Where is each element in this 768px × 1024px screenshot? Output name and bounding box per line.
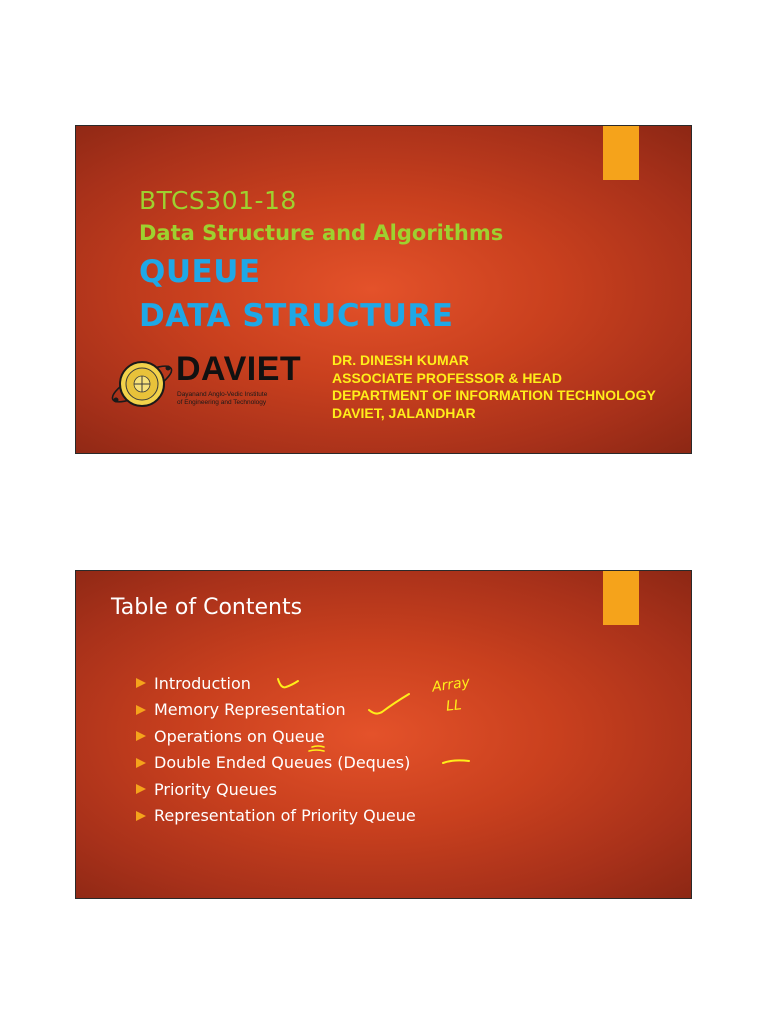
triangle-bullet-icon bbox=[136, 811, 146, 821]
logo-wordmark: DAVIET bbox=[176, 350, 302, 388]
author-name: DR. DINESH KUMAR bbox=[332, 352, 469, 368]
author-institution: DAVIET, JALANDHAR bbox=[332, 404, 476, 421]
toc-item-label: Introduction bbox=[154, 673, 251, 693]
toc-item bbox=[136, 723, 416, 750]
topic-title-line-1: QUEUE bbox=[139, 254, 261, 290]
title-slide bbox=[75, 125, 692, 454]
toc-item bbox=[136, 803, 416, 830]
toc-title: Table of Contents bbox=[111, 595, 303, 620]
triangle-bullet-icon bbox=[136, 784, 146, 794]
course-name: Data Structure and Algorithms bbox=[139, 221, 504, 245]
author-block bbox=[332, 352, 656, 422]
college-emblem-icon bbox=[106, 344, 178, 424]
logo-tagline-line-2: of Engineering and Technology bbox=[177, 399, 267, 406]
toc-item-label: Priority Queues bbox=[154, 779, 277, 799]
toc-item bbox=[136, 750, 416, 777]
accent-tab bbox=[603, 571, 639, 625]
triangle-bullet-icon bbox=[136, 758, 146, 768]
topic-title-line-2: DATA STRUCTURE bbox=[139, 298, 454, 334]
daviet-logo bbox=[106, 344, 301, 424]
author-department: DEPARTMENT OF INFORMATION TECHNOLOGY bbox=[332, 387, 656, 403]
toc-item-label: Memory Representation bbox=[154, 700, 346, 720]
toc-list bbox=[136, 670, 416, 829]
ink-note-array: Array bbox=[431, 674, 471, 696]
toc-item bbox=[136, 670, 416, 697]
toc-item bbox=[136, 776, 416, 803]
toc-item-label: Representation of Priority Queue bbox=[154, 806, 416, 826]
ink-note-ll: LL bbox=[445, 697, 463, 715]
toc-item-label: Double Ended Queues (Deques) bbox=[154, 753, 411, 773]
toc-slide bbox=[75, 570, 692, 899]
triangle-bullet-icon bbox=[136, 678, 146, 688]
ink-dash-deques bbox=[443, 760, 469, 763]
toc-item-label: Operations on Queue bbox=[154, 726, 325, 746]
author-designation: ASSOCIATE PROFESSOR & HEAD bbox=[332, 369, 562, 386]
course-code: BTCS301-18 bbox=[139, 186, 297, 215]
triangle-bullet-icon bbox=[136, 731, 146, 741]
toc-item bbox=[136, 697, 416, 724]
accent-tab bbox=[603, 126, 639, 180]
logo-tagline-line-1: Dayanand Anglo-Vedic Institute bbox=[177, 391, 268, 398]
triangle-bullet-icon bbox=[136, 705, 146, 715]
